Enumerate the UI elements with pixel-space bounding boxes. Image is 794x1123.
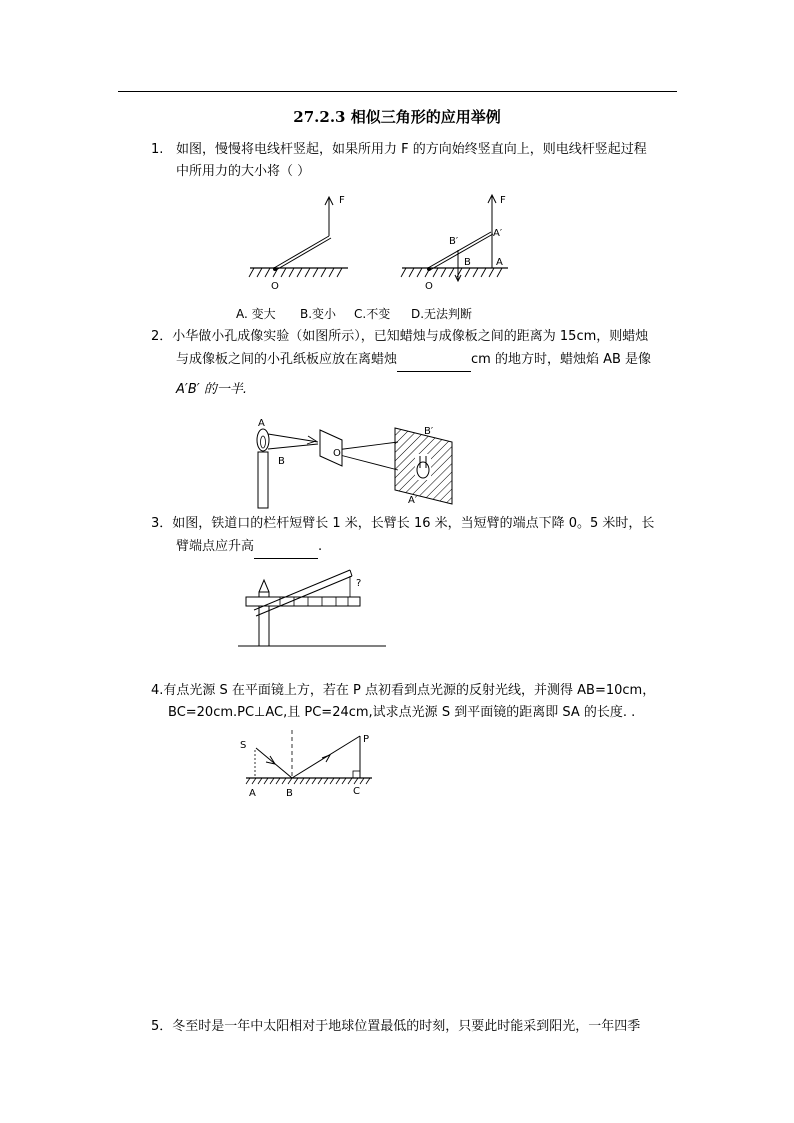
question-3-figure <box>232 562 392 652</box>
label-A-prime: A′ <box>493 228 503 239</box>
question-3-line-1: 3．如图，铁道口的栏杆短臂长 1 米，长臂长 16 米，当短臂的端点下降 0。5 米时，长 <box>151 516 655 531</box>
question-2-line-3: A′B′ 的一半. <box>176 382 247 397</box>
light-path <box>256 736 360 778</box>
label-A: A <box>249 788 256 799</box>
label-B: B <box>464 257 471 268</box>
option-c: C.不变 <box>354 307 391 321</box>
label-O-right: O <box>425 281 433 292</box>
question-3-line-2-end: . <box>318 539 323 554</box>
label-B-prime: B′ <box>424 426 434 437</box>
pole-left <box>273 236 331 271</box>
mirror <box>246 778 372 784</box>
label-C: C <box>353 786 360 797</box>
candle <box>257 429 269 508</box>
question-1-figure <box>240 188 520 298</box>
question-4-line-1: 4.有点光源 S 在平面镜上方，若在 P 点初看到点光源的反射光线，并测得 AB=10cm， <box>151 683 656 698</box>
question-4-line-2: BC=20cm.PC⊥AC,且 PC=24cm,试求点光源 S 到平面镜的距离即 SA 的长度. . <box>168 705 636 720</box>
question-2-line-2-start: 与成像板之间的小孔纸板应放在离蜡烛 <box>176 352 398 367</box>
question-3-line-2 <box>176 535 322 559</box>
image-screen <box>395 428 452 504</box>
label-F-left: F <box>339 195 345 206</box>
question-4-figure <box>236 728 386 800</box>
question-1 <box>151 138 647 161</box>
label-P: P <box>363 734 370 745</box>
question-2-figure <box>240 412 470 512</box>
force-arrow-right <box>488 195 496 232</box>
option-d: D.无法判断 <box>411 307 473 321</box>
answer-blank-2[interactable] <box>397 348 471 372</box>
question-1-line-2: 中所用力的大小将（ ） <box>176 164 311 179</box>
right-angle-mark <box>353 771 360 778</box>
horizontal-barrier <box>246 597 360 606</box>
label-O: O <box>333 448 341 459</box>
question-2-line-2 <box>176 348 651 372</box>
label-B-prime: B′ <box>449 236 459 247</box>
label-A: A <box>258 418 265 429</box>
header-rule <box>118 91 677 92</box>
label-question-mark: ? <box>356 578 362 589</box>
answer-blank-3[interactable] <box>254 535 318 559</box>
ground-right <box>401 268 508 277</box>
page-title: 27.2.3 相似三角形的应用举例 <box>293 108 501 126</box>
question-3-line-2-start: 臂端点应升高 <box>176 539 255 554</box>
label-A-prime: A′ <box>408 495 418 506</box>
question-2-line-1: 2．小华做小孔成像实验（如图所示），已知蜡烛与成像板之间的距离为 15cm，则蜡烛 <box>151 329 649 344</box>
label-A: A <box>496 257 503 268</box>
question-1-line-1: 如图，慢慢将电线杆竖起，如果所用力 F 的方向始终竖直向上，则电线杆竖起过程 <box>176 142 647 157</box>
label-B: B <box>286 788 293 799</box>
option-a: A. 变大 <box>236 307 276 321</box>
pole-right <box>427 232 493 271</box>
force-arrow-left <box>325 197 333 236</box>
label-O-left: O <box>271 281 279 292</box>
option-b: B.变小 <box>300 307 337 321</box>
ground-left <box>249 268 348 277</box>
question-5-line-1: 5．冬至时是一年中太阳相对于地球位置最低的时刻，只要此时能采到阳光，一年四季 <box>151 1019 641 1034</box>
question-1-number: 1. <box>151 142 164 157</box>
label-F-right: F <box>500 195 506 206</box>
label-B: B <box>278 456 285 467</box>
question-2-line-2-end: cm 的地方时，蜡烛焰 AB 是像 <box>471 352 652 367</box>
label-S: S <box>240 740 247 751</box>
